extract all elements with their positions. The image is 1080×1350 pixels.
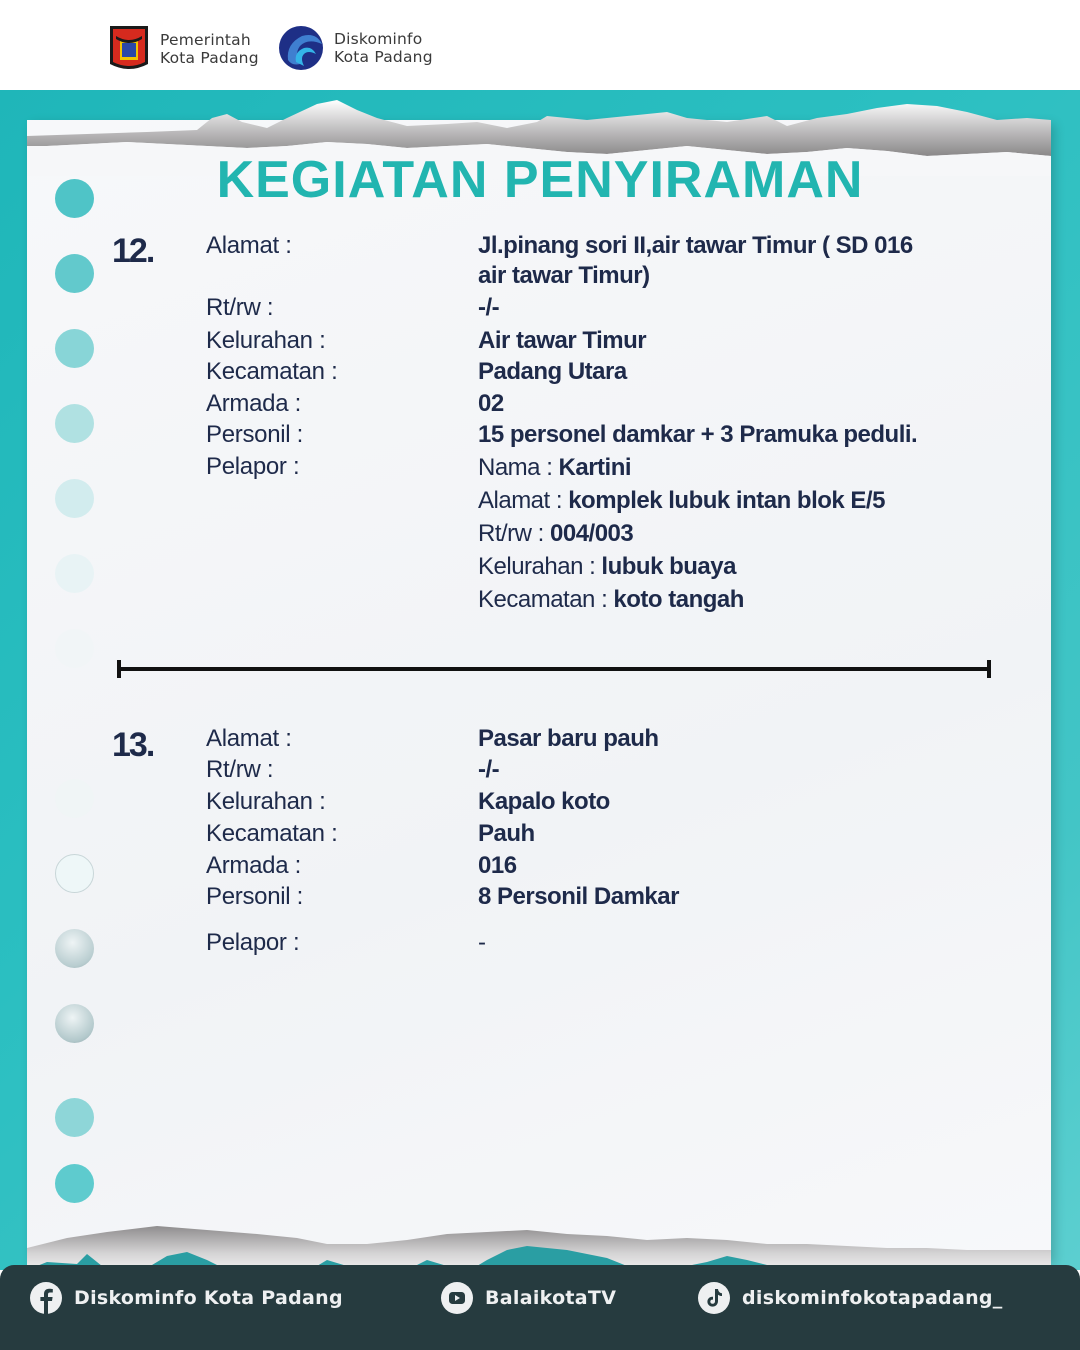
label-personil: Personil :	[206, 421, 304, 448]
value-personil: 15 personel damkar + 3 Pramuka peduli.	[478, 421, 918, 448]
label-alamat: Alamat :	[206, 232, 292, 259]
tiktok-label: diskominfokotapadang_	[742, 1287, 1003, 1309]
binder-hole	[55, 929, 94, 968]
pemkot-line1: Pemerintah	[160, 31, 251, 49]
pemkot-padang-crest-icon	[108, 24, 150, 74]
value-rtrw: -/-	[478, 756, 500, 783]
label-kecamatan: Kecamatan :	[206, 358, 338, 385]
label-armada: Armada :	[206, 390, 301, 417]
value-kecamatan: Padang Utara	[478, 358, 627, 385]
binder-hole	[55, 779, 94, 818]
pelapor-kelurahan	[478, 553, 736, 581]
section-divider	[117, 667, 991, 671]
social-facebook-link[interactable]	[30, 1282, 343, 1314]
kominfo-logo	[278, 24, 433, 72]
value-armada: 016	[478, 852, 517, 879]
pemkot-logo-text	[160, 31, 259, 67]
facebook-icon	[30, 1282, 62, 1314]
label-personil: Personil :	[206, 883, 304, 910]
binder-hole	[55, 1004, 94, 1043]
pemkot-logo	[108, 24, 259, 74]
pemkot-line2: Kota Padang	[160, 49, 259, 67]
binder-hole	[55, 479, 94, 518]
value-personil: 8 Personil Damkar	[478, 883, 679, 910]
page-title: KEGIATAN PENYIRAMAN	[216, 151, 864, 209]
pelapor-nama	[478, 454, 631, 482]
pelapor-alamat	[478, 487, 885, 515]
binder-hole	[55, 1164, 94, 1203]
value-kecamatan: Pauh	[478, 820, 535, 847]
pelapor-rtrw	[478, 520, 633, 548]
kominfo-wave-icon	[278, 24, 324, 72]
pelapor-kecamatan-value: koto tangah	[613, 586, 744, 613]
binder-hole	[55, 404, 94, 443]
label-rtrw: Rt/rw :	[206, 756, 274, 783]
value-alamat-line1: Jl.pinang sori II,air tawar Timur ( SD 016	[478, 232, 913, 259]
pelapor-kelurahan-label: Kelurahan :	[478, 553, 602, 580]
header	[0, 0, 1080, 90]
pelapor-nama-label: Nama :	[478, 454, 559, 481]
value-pelapor: -	[478, 929, 486, 956]
binder-hole	[55, 854, 94, 893]
entry-number: 13.	[112, 726, 154, 764]
kominfo-line2: Kota Padang	[334, 48, 433, 66]
value-armada: 02	[478, 390, 504, 417]
divider-cap-right	[987, 660, 991, 678]
pelapor-alamat-label: Alamat :	[478, 487, 569, 514]
label-kelurahan: Kelurahan :	[206, 788, 326, 815]
pelapor-rtrw-value: 004/003	[550, 520, 634, 547]
label-rtrw: Rt/rw :	[206, 294, 274, 321]
kominfo-line1: Diskominfo	[334, 30, 423, 48]
value-rtrw: -/-	[478, 294, 500, 321]
label-armada: Armada :	[206, 852, 301, 879]
binder-hole	[55, 1098, 94, 1137]
social-youtube-link[interactable]	[441, 1282, 616, 1314]
label-kelurahan: Kelurahan :	[206, 327, 326, 354]
value-kelurahan: Kapalo koto	[478, 788, 610, 815]
entry-number: 12.	[112, 232, 154, 270]
value-kelurahan: Air tawar Timur	[478, 327, 647, 354]
binder-hole	[55, 254, 94, 293]
value-alamat: Pasar baru pauh	[478, 725, 659, 752]
social-tiktok-link[interactable]	[698, 1282, 1003, 1314]
binder-hole	[55, 629, 94, 668]
paper-sheet	[27, 120, 1051, 1260]
binder-hole	[55, 329, 94, 368]
kominfo-logo-text	[334, 30, 433, 66]
value-alamat-line2: air tawar Timur)	[478, 262, 650, 289]
label-kecamatan: Kecamatan :	[206, 820, 338, 847]
tiktok-icon	[698, 1282, 730, 1314]
label-pelapor: Pelapor :	[206, 929, 300, 956]
pelapor-alamat-value: komplek lubuk intan blok E/5	[568, 487, 885, 514]
pelapor-kelurahan-value: lubuk buaya	[601, 553, 736, 580]
youtube-label: BalaikotaTV	[485, 1287, 617, 1309]
pelapor-rtrw-label: Rt/rw :	[478, 520, 550, 547]
youtube-icon	[441, 1282, 473, 1314]
facebook-label: Diskominfo Kota Padang	[74, 1287, 343, 1309]
label-pelapor: Pelapor :	[206, 453, 300, 480]
label-alamat: Alamat :	[206, 725, 292, 752]
pelapor-kecamatan	[478, 586, 744, 614]
pelapor-kecamatan-label: Kecamatan :	[478, 586, 614, 613]
binder-hole	[55, 554, 94, 593]
pelapor-nama-value: Kartini	[558, 454, 632, 481]
